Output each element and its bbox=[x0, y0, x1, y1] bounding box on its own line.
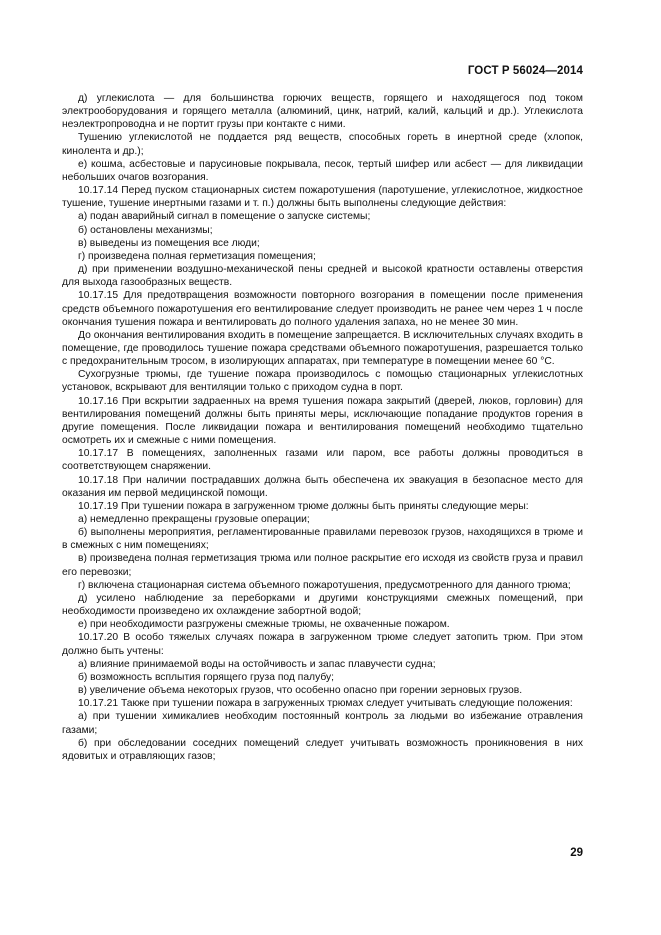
paragraph: б) при обследовании соседних помещений следует учитывать возможность проникновения в них ядовитых и отравляющих газов; bbox=[62, 737, 583, 762]
paragraph: е) кошма, асбестовые и парусиновые покрывала, песок, тертый шифер или асбест — для ликвидации небольших очагов возгорания. bbox=[62, 158, 583, 183]
paragraph: в) увеличение объема некоторых грузов, что особенно опасно при горении зерновых грузов. bbox=[78, 685, 523, 697]
page-number: 29 bbox=[570, 847, 583, 859]
paragraph: 10.17.18 При наличии пострадавших должна быть обеспечена их эвакуация в безопасное место для оказания им первой медицинской помощи. bbox=[62, 474, 583, 499]
body-text bbox=[62, 92, 583, 763]
paragraph: в) произведена полная герметизация трюма или полное раскрытие его исходя из свойств груза и правил его перевозки; bbox=[62, 553, 583, 578]
paragraph: а) немедленно прекращены грузовые операции; bbox=[78, 514, 310, 525]
paragraph: д) углекислота — для большинства горючих веществ, горящего и находящегося под током электрооборудования и горящего металла (алюминий, цинк, натрий, калий, кальций и др.). Углекислота неэлектропроводна и не портит грузы при контакте с ними. bbox=[62, 93, 583, 131]
paragraph: а) подан аварийный сигнал в помещение о запуске системы; bbox=[78, 211, 371, 223]
paragraph: г) произведена полная герметизация помещения; bbox=[78, 250, 316, 262]
standard-id: ГОСТ Р 56024—2014 bbox=[467, 65, 583, 77]
paragraph: в) выведены из помещения все люди; bbox=[78, 237, 260, 249]
paragraph: а) влияние принимаемой воды на остойчивость и запас плавучести судна; bbox=[78, 658, 436, 670]
paragraph: Сухогрузные трюмы, где тушение пожара производилось с помощью стационарных углекислотных установок, вскрывают для вентиляции только с приходом судна в порт. bbox=[62, 369, 583, 394]
paragraph: е) при необходимости разгружены смежные трюмы, не охваченные пожаром. bbox=[78, 619, 450, 631]
paragraph: б) остановлены механизмы; bbox=[78, 224, 213, 236]
paragraph: д) усилено наблюдение за переборками и другими конструкциями смежных помещений, при необходимости произведено их охлаждение забортной водой; bbox=[62, 592, 583, 618]
paragraph: б) возможность всплытия горящего груза под палубу; bbox=[78, 671, 335, 683]
paragraph: 10.17.15 Для предотвращения возможности повторного возгорания в помещении после применения средств объемного пожаротушения его вентилирование следует производить не ранее чем через 1 ч после окончания тушения пожара и вентилировать до полного удаления запаха, но не менее 30 мин. bbox=[62, 290, 583, 328]
paragraph: 10.17.19 При тушении пожара в загруженном трюме должны быть приняты следующие меры: bbox=[78, 500, 529, 512]
paragraph: г) включена стационарная система объемного пожаротушения, предусмотренного для данного трюма; bbox=[78, 579, 571, 591]
paragraph: 10.17.20 В особо тяжелых случаях пожара в загруженном трюме следует затопить трюм. При этом должно быть учтены: bbox=[62, 632, 583, 657]
paragraph: До окончания вентилирования входить в помещение запрещается. В исключительных случаях входить в помещение, где проводилось тушение пожара средствами объемного пожаротушения, разрешается только с предохранительным тросом, в изолирующих аппаратах, при температуре в помещении менее 60 °С. bbox=[62, 329, 583, 368]
paragraph: 10.17.17 В помещениях, заполненных газами или паром, все работы должны проводиться в соответствующем снаряжении. bbox=[62, 448, 583, 473]
paragraph: 10.17.21 Также при тушении пожара в загруженных трюмах следует учитывать следующие положения: bbox=[78, 698, 573, 710]
paragraph: б) выполнены мероприятия, регламентированные правилами перевозок грузов, находящихся в трюме и в смежных с ним помещениях; bbox=[62, 527, 583, 552]
paragraph: 10.17.16 При вскрытии задраенных на время тушения пожара закрытий (дверей, люков, горловин) для вентилирования помещений должны быть приняты меры, исключающие попадание продуктов горения в другие помещения. После ликвидации пожара и вентилирования помещений необходимо тщательно осмотреть их и смежные с ними помещения. bbox=[62, 395, 583, 447]
paragraph: 10.17.14 Перед пуском стационарных систем пожаротушения (паротушение, углекислотное, жидкостное тушение, тушение инертными газами и т. п.) должны быть выполнены следующие действия: bbox=[62, 185, 583, 210]
paragraph: а) при тушении химикалиев необходим постоянный контроль за людьми во избежание отравления газами; bbox=[62, 711, 583, 736]
paragraph: Тушению углекислотой не поддается ряд веществ, способных гореть в инертной среде (хлопок, кинолента и др.); bbox=[62, 132, 583, 157]
paragraph: д) при применении воздушно-механической пены средней и высокой кратности оставлены отверстия для выхода газообразных веществ. bbox=[62, 264, 583, 289]
